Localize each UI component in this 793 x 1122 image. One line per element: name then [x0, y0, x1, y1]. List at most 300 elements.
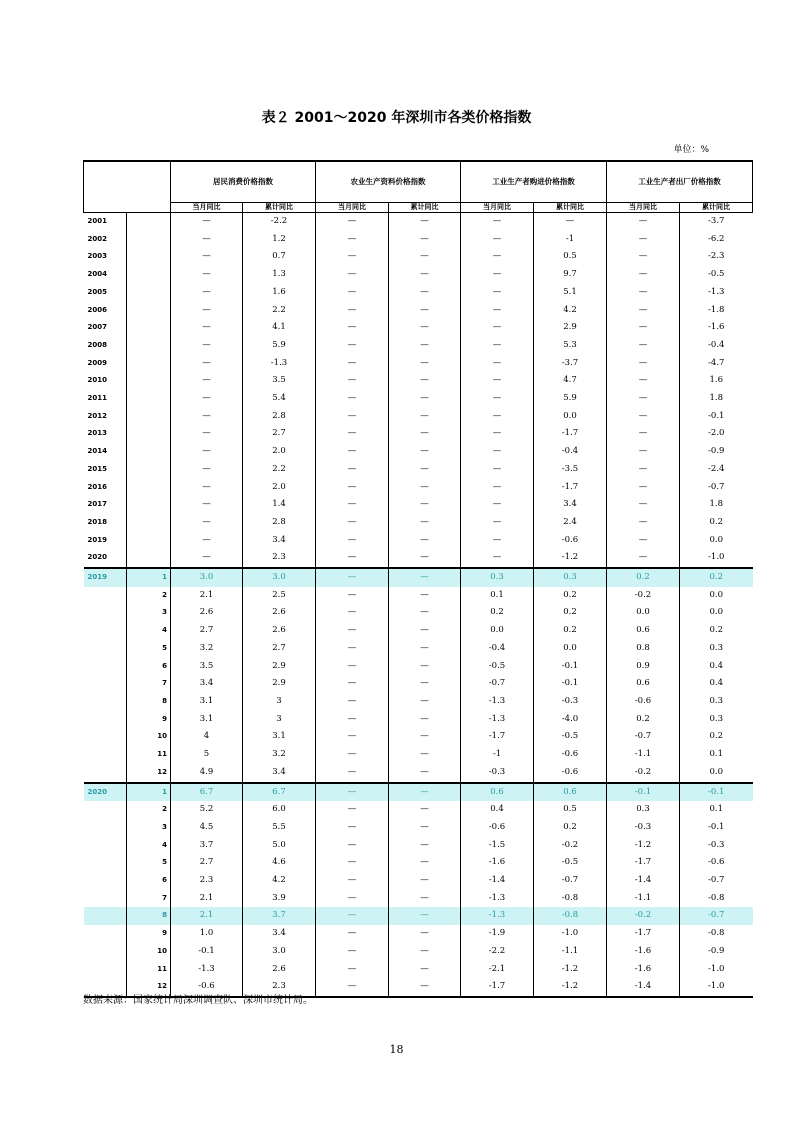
- value-cell: —: [389, 461, 461, 479]
- value-cell: -1.4: [607, 872, 680, 890]
- value-cell: -0.7: [607, 728, 680, 746]
- month-cell: 2: [127, 801, 171, 819]
- value-cell: 0.3: [607, 801, 680, 819]
- value-cell: —: [607, 248, 680, 266]
- value-cell: -1.2: [534, 961, 607, 979]
- month-cell: 8: [127, 907, 171, 925]
- table-row: [84, 302, 753, 320]
- value-cell: —: [607, 514, 680, 532]
- value-cell: —: [316, 854, 389, 872]
- value-cell: 0.0: [680, 604, 753, 622]
- month-cell: 5: [127, 640, 171, 658]
- value-cell: —: [389, 978, 461, 997]
- year-cell: 2012: [87, 411, 107, 420]
- year-cell: 2020: [87, 553, 107, 562]
- value-cell: —: [389, 248, 461, 266]
- value-cell: —: [316, 978, 389, 997]
- value-cell: 6.7: [171, 783, 243, 802]
- value-cell: -1.3: [461, 711, 534, 729]
- value-cell: 3.9: [243, 890, 316, 908]
- value-cell: —: [607, 496, 680, 514]
- value-cell: 3.1: [171, 711, 243, 729]
- year-cell: [84, 854, 127, 872]
- value-cell: 0.3: [680, 640, 753, 658]
- value-cell: 1.0: [171, 925, 243, 943]
- year-cell: [84, 728, 127, 746]
- value-cell: 0.3: [461, 568, 534, 587]
- month-cell: 3: [127, 819, 171, 837]
- value-cell: —: [389, 837, 461, 855]
- value-cell: -0.6: [461, 819, 534, 837]
- value-cell: —: [389, 925, 461, 943]
- value-cell: -1: [461, 746, 534, 764]
- value-cell: —: [607, 461, 680, 479]
- value-cell: —: [171, 390, 243, 408]
- value-cell: 3.4: [243, 532, 316, 550]
- value-cell: —: [316, 372, 389, 390]
- value-cell: 6.0: [243, 801, 316, 819]
- value-cell: —: [316, 872, 389, 890]
- value-cell: -0.8: [534, 890, 607, 908]
- value-cell: 1.4: [243, 496, 316, 514]
- value-cell: 5.1: [534, 284, 607, 302]
- value-cell: —: [389, 425, 461, 443]
- sub-header: 累计同比: [243, 203, 316, 213]
- table-row: [84, 408, 753, 426]
- value-cell: -0.6: [680, 854, 753, 872]
- value-cell: —: [316, 890, 389, 908]
- value-cell: -1.6: [607, 961, 680, 979]
- table-row: [84, 746, 753, 764]
- year-cell: 2002: [87, 234, 107, 243]
- value-cell: 2.3: [171, 872, 243, 890]
- value-cell: —: [316, 514, 389, 532]
- year-cell: [84, 604, 127, 622]
- value-cell: -3.7: [680, 213, 753, 231]
- value-cell: 1.6: [243, 284, 316, 302]
- value-cell: 2.2: [243, 302, 316, 320]
- year-cell: 2019: [87, 535, 107, 544]
- value-cell: —: [607, 319, 680, 337]
- value-cell: 3.4: [534, 496, 607, 514]
- value-cell: -0.1: [171, 943, 243, 961]
- year-cell: 2003: [87, 252, 107, 261]
- value-cell: 2.7: [171, 854, 243, 872]
- value-cell: 0.0: [680, 532, 753, 550]
- value-cell: —: [607, 532, 680, 550]
- value-cell: —: [316, 819, 389, 837]
- value-cell: -4.0: [534, 711, 607, 729]
- value-cell: —: [461, 337, 534, 355]
- value-cell: —: [461, 213, 534, 231]
- value-cell: —: [461, 302, 534, 320]
- value-cell: 4.7: [534, 372, 607, 390]
- table-row: [84, 532, 753, 550]
- value-cell: —: [171, 248, 243, 266]
- table-row: [84, 783, 753, 802]
- value-cell: —: [316, 319, 389, 337]
- month-cell: [127, 514, 171, 532]
- value-cell: —: [171, 337, 243, 355]
- table-row: [84, 266, 753, 284]
- value-cell: -0.5: [461, 658, 534, 676]
- value-cell: -0.4: [461, 640, 534, 658]
- year-cell: 2020: [84, 783, 127, 802]
- value-cell: 0.0: [680, 764, 753, 783]
- value-cell: —: [461, 266, 534, 284]
- value-cell: 6.7: [243, 783, 316, 802]
- table-row: [84, 514, 753, 532]
- value-cell: —: [316, 390, 389, 408]
- value-cell: —: [389, 337, 461, 355]
- value-cell: -1.7: [461, 728, 534, 746]
- value-cell: -0.6: [534, 746, 607, 764]
- value-cell: -0.3: [680, 837, 753, 855]
- value-cell: 4: [171, 728, 243, 746]
- value-cell: 2.6: [171, 604, 243, 622]
- value-cell: —: [389, 231, 461, 249]
- unit-label: 单位：%: [673, 145, 709, 155]
- value-cell: 0.4: [461, 801, 534, 819]
- value-cell: —: [461, 532, 534, 550]
- month-cell: 2: [127, 587, 171, 605]
- year-cell: 2001: [87, 217, 107, 225]
- value-cell: —: [461, 372, 534, 390]
- month-cell: 6: [127, 872, 171, 890]
- value-cell: -0.7: [680, 872, 753, 890]
- month-cell: [127, 408, 171, 426]
- value-cell: -1.0: [680, 961, 753, 979]
- value-cell: —: [316, 693, 389, 711]
- value-cell: —: [389, 355, 461, 373]
- month-cell: 1: [127, 783, 171, 802]
- value-cell: 9.7: [534, 266, 607, 284]
- value-cell: 2.9: [243, 675, 316, 693]
- value-cell: 5.5: [243, 819, 316, 837]
- value-cell: 0.2: [534, 587, 607, 605]
- value-cell: —: [607, 425, 680, 443]
- value-cell: —: [171, 408, 243, 426]
- value-cell: 3.5: [171, 658, 243, 676]
- month-cell: 3: [127, 604, 171, 622]
- month-cell: 4: [127, 837, 171, 855]
- sub-header: 累计同比: [389, 203, 461, 213]
- value-cell: —: [171, 266, 243, 284]
- value-cell: —: [461, 461, 534, 479]
- value-cell: -2.2: [461, 943, 534, 961]
- value-cell: -0.5: [534, 854, 607, 872]
- value-cell: 5.3: [534, 337, 607, 355]
- value-cell: -1.0: [680, 549, 753, 568]
- value-cell: —: [171, 532, 243, 550]
- value-cell: 4.2: [534, 302, 607, 320]
- value-cell: 2.8: [243, 408, 316, 426]
- value-cell: 2.2: [243, 461, 316, 479]
- value-cell: —: [316, 443, 389, 461]
- value-cell: —: [607, 390, 680, 408]
- value-cell: 0.0: [534, 408, 607, 426]
- group-header: 农业生产资料价格指数: [316, 161, 461, 203]
- value-cell: 0.1: [461, 587, 534, 605]
- value-cell: —: [607, 355, 680, 373]
- value-cell: 1.8: [680, 390, 753, 408]
- value-cell: 3.7: [243, 907, 316, 925]
- value-cell: 0.7: [243, 248, 316, 266]
- value-cell: -0.1: [607, 783, 680, 802]
- value-cell: —: [389, 658, 461, 676]
- value-cell: 0.6: [461, 783, 534, 802]
- value-cell: -1.3: [461, 890, 534, 908]
- value-cell: -1.2: [534, 978, 607, 997]
- value-cell: —: [389, 801, 461, 819]
- table-row: [84, 231, 753, 249]
- value-cell: -3.7: [534, 355, 607, 373]
- month-cell: 7: [127, 675, 171, 693]
- value-cell: —: [171, 302, 243, 320]
- value-cell: 0.2: [534, 604, 607, 622]
- value-cell: -0.3: [534, 693, 607, 711]
- value-cell: —: [316, 461, 389, 479]
- year-cell: [84, 711, 127, 729]
- value-cell: -0.6: [171, 978, 243, 997]
- value-cell: —: [389, 549, 461, 568]
- month-cell: 11: [127, 746, 171, 764]
- value-cell: 4.1: [243, 319, 316, 337]
- value-cell: —: [389, 496, 461, 514]
- value-cell: 0.2: [461, 604, 534, 622]
- table-row: [84, 213, 753, 231]
- value-cell: 5.4: [243, 390, 316, 408]
- value-cell: 0.6: [534, 783, 607, 802]
- value-cell: —: [316, 337, 389, 355]
- value-cell: —: [171, 549, 243, 568]
- month-cell: [127, 532, 171, 550]
- value-cell: —: [316, 408, 389, 426]
- value-cell: —: [316, 248, 389, 266]
- month-cell: 8: [127, 693, 171, 711]
- value-cell: —: [389, 390, 461, 408]
- month-cell: [127, 302, 171, 320]
- value-cell: 0.2: [680, 568, 753, 587]
- table-row: [84, 764, 753, 783]
- year-cell: [84, 746, 127, 764]
- month-cell: [127, 496, 171, 514]
- table-row: [84, 604, 753, 622]
- value-cell: 2.0: [243, 443, 316, 461]
- table-row: [84, 675, 753, 693]
- value-cell: —: [389, 372, 461, 390]
- value-cell: -0.2: [607, 587, 680, 605]
- value-cell: —: [316, 675, 389, 693]
- table-row: [84, 461, 753, 479]
- month-cell: [127, 213, 171, 231]
- value-cell: 0.0: [534, 640, 607, 658]
- value-cell: —: [461, 231, 534, 249]
- year-cell: [84, 961, 127, 979]
- value-cell: -0.2: [607, 764, 680, 783]
- value-cell: —: [389, 302, 461, 320]
- value-cell: —: [316, 801, 389, 819]
- value-cell: —: [389, 408, 461, 426]
- value-cell: 2.3: [243, 978, 316, 997]
- year-cell: [84, 764, 127, 783]
- value-cell: 2.6: [243, 961, 316, 979]
- value-cell: -0.1: [534, 675, 607, 693]
- value-cell: -0.8: [680, 890, 753, 908]
- year-cell: [84, 658, 127, 676]
- value-cell: 1.8: [680, 496, 753, 514]
- value-cell: —: [316, 943, 389, 961]
- value-cell: -1.1: [534, 943, 607, 961]
- value-cell: -1.3: [461, 693, 534, 711]
- value-cell: —: [607, 479, 680, 497]
- value-cell: 3.7: [171, 837, 243, 855]
- value-cell: —: [389, 284, 461, 302]
- table-row: [84, 355, 753, 373]
- table-row: [84, 248, 753, 266]
- value-cell: —: [461, 248, 534, 266]
- month-cell: 7: [127, 890, 171, 908]
- value-cell: —: [389, 693, 461, 711]
- month-cell: [127, 372, 171, 390]
- group-header: 工业生产者出厂价格指数: [607, 161, 753, 203]
- value-cell: —: [316, 425, 389, 443]
- data-source-note: 数据来源：国家统计局深圳调查队、深圳市统计局。: [83, 995, 313, 1006]
- value-cell: -0.5: [534, 728, 607, 746]
- value-cell: -0.3: [461, 764, 534, 783]
- month-cell: 1: [127, 568, 171, 587]
- value-cell: 5: [171, 746, 243, 764]
- value-cell: —: [316, 568, 389, 587]
- value-cell: —: [389, 872, 461, 890]
- value-cell: -2.4: [680, 461, 753, 479]
- value-cell: -0.2: [534, 837, 607, 855]
- table-row: [84, 425, 753, 443]
- value-cell: -1.2: [534, 549, 607, 568]
- value-cell: —: [171, 496, 243, 514]
- value-cell: 1.3: [243, 266, 316, 284]
- month-cell: [127, 266, 171, 284]
- year-cell: [84, 907, 127, 925]
- value-cell: —: [316, 266, 389, 284]
- value-cell: —: [316, 783, 389, 802]
- value-cell: 5.9: [534, 390, 607, 408]
- value-cell: 3.0: [171, 568, 243, 587]
- value-cell: —: [316, 837, 389, 855]
- value-cell: -1.3: [680, 284, 753, 302]
- price-index-table: [83, 160, 753, 998]
- year-cell: 2010: [87, 376, 107, 385]
- value-cell: 0.0: [607, 604, 680, 622]
- value-cell: —: [316, 231, 389, 249]
- value-cell: 3.2: [171, 640, 243, 658]
- value-cell: -0.7: [680, 479, 753, 497]
- value-cell: —: [607, 266, 680, 284]
- value-cell: —: [607, 231, 680, 249]
- value-cell: —: [389, 819, 461, 837]
- sub-header: 当月同比: [607, 203, 680, 213]
- value-cell: —: [316, 658, 389, 676]
- value-cell: —: [316, 604, 389, 622]
- month-cell: [127, 231, 171, 249]
- value-cell: -1.0: [534, 925, 607, 943]
- month-cell: 12: [127, 764, 171, 783]
- month-cell: 11: [127, 961, 171, 979]
- value-cell: 3.1: [171, 693, 243, 711]
- value-cell: -1.4: [461, 872, 534, 890]
- year-cell: [84, 943, 127, 961]
- value-cell: -0.7: [461, 675, 534, 693]
- value-cell: 5.9: [243, 337, 316, 355]
- value-cell: 0.9: [607, 658, 680, 676]
- value-cell: -0.7: [680, 907, 753, 925]
- value-cell: -1.8: [680, 302, 753, 320]
- value-cell: —: [316, 284, 389, 302]
- value-cell: —: [171, 479, 243, 497]
- year-cell: [84, 640, 127, 658]
- value-cell: 2.7: [243, 640, 316, 658]
- value-cell: -1.7: [607, 925, 680, 943]
- month-cell: [127, 337, 171, 355]
- value-cell: 2.1: [171, 890, 243, 908]
- value-cell: —: [607, 549, 680, 568]
- value-cell: 3: [243, 693, 316, 711]
- table-body: [84, 213, 753, 997]
- sub-header: 累计同比: [534, 203, 607, 213]
- value-cell: 3.4: [243, 764, 316, 783]
- year-cell: 2016: [87, 482, 107, 491]
- value-cell: —: [461, 425, 534, 443]
- value-cell: —: [171, 213, 243, 231]
- value-cell: 3.1: [243, 728, 316, 746]
- table-row: [84, 658, 753, 676]
- value-cell: -1.5: [461, 837, 534, 855]
- value-cell: -1.2: [607, 837, 680, 855]
- value-cell: -0.1: [680, 783, 753, 802]
- value-cell: —: [389, 764, 461, 783]
- table-row: [84, 819, 753, 837]
- value-cell: —: [389, 622, 461, 640]
- value-cell: -0.5: [680, 266, 753, 284]
- table-row: [84, 872, 753, 890]
- value-cell: 0.2: [680, 728, 753, 746]
- table-row: [84, 640, 753, 658]
- value-cell: —: [461, 496, 534, 514]
- value-cell: 0.2: [534, 622, 607, 640]
- value-cell: 0.2: [607, 568, 680, 587]
- value-cell: -1.4: [607, 978, 680, 997]
- year-cell: 2004: [87, 270, 107, 279]
- value-cell: 2.9: [534, 319, 607, 337]
- value-cell: 1.2: [243, 231, 316, 249]
- value-cell: -0.6: [607, 693, 680, 711]
- value-cell: —: [461, 390, 534, 408]
- value-cell: 2.9: [243, 658, 316, 676]
- value-cell: -0.1: [534, 658, 607, 676]
- table-row: [84, 319, 753, 337]
- table-row: [84, 693, 753, 711]
- value-cell: -0.6: [534, 532, 607, 550]
- value-cell: —: [171, 284, 243, 302]
- value-cell: —: [534, 213, 607, 231]
- value-cell: 2.7: [243, 425, 316, 443]
- value-cell: —: [389, 319, 461, 337]
- value-cell: -0.3: [607, 819, 680, 837]
- value-cell: —: [389, 479, 461, 497]
- value-cell: —: [461, 479, 534, 497]
- value-cell: —: [607, 213, 680, 231]
- month-cell: [127, 355, 171, 373]
